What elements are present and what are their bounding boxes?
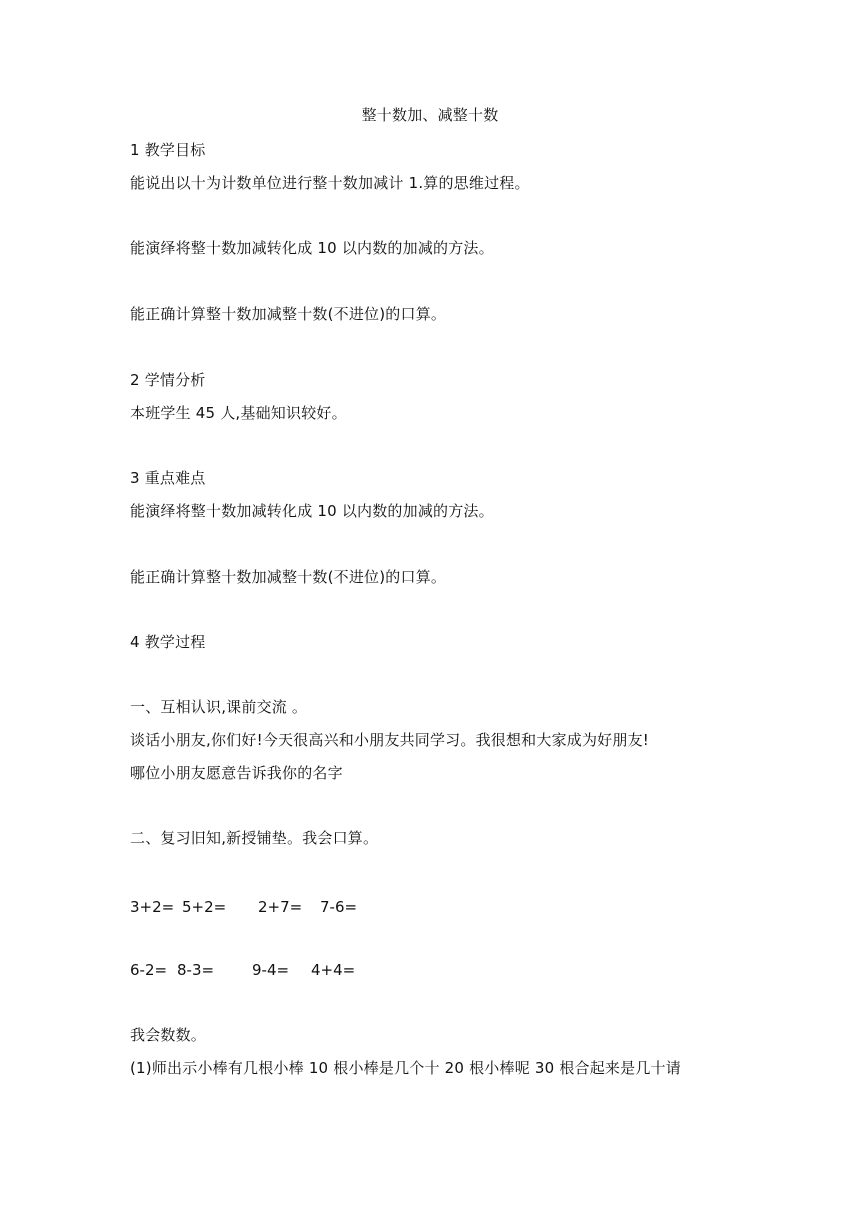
step-text-greeting: 谈话小朋友,你们好!今天很高兴和小朋友共同学习。我很想和大家成为好朋友! bbox=[130, 731, 649, 749]
equation: 9-4= bbox=[252, 961, 290, 979]
goal-text-2: 能演绎将整十数加减转化成 10 以内数的加减的方法。 bbox=[130, 239, 494, 257]
equation: 5+2= bbox=[182, 898, 227, 916]
step-heading-review: 二、复习旧知,新授铺垫。我会口算。 bbox=[130, 829, 379, 847]
section-heading-teaching-process: 4 教学过程 bbox=[130, 633, 206, 651]
document-title: 整十数加、减整十数 bbox=[361, 106, 499, 124]
section-heading-key-points: 3 重点难点 bbox=[130, 469, 206, 487]
counting-heading: 我会数数。 bbox=[130, 1026, 207, 1044]
counting-text: (1)师出示小棒有几根小棒 10 根小棒是几个十 20 根小棒呢 30 根合起来是几十请 bbox=[130, 1059, 681, 1077]
key-point-text-2: 能正确计算整十数加减整十数(不进位)的口算。 bbox=[130, 568, 447, 586]
analysis-text: 本班学生 45 人,基础知识较好。 bbox=[130, 404, 347, 422]
equation: 6-2= bbox=[130, 961, 168, 979]
key-point-text-1: 能演绎将整十数加减转化成 10 以内数的加减的方法。 bbox=[130, 502, 494, 520]
equation: 8-3= bbox=[177, 961, 215, 979]
goal-text-3: 能正确计算整十数加减整十数(不进位)的口算。 bbox=[130, 305, 447, 323]
step-text-name-question: 哪位小朋友愿意告诉我你的名字 bbox=[130, 764, 343, 782]
section-heading-teaching-goals: 1 教学目标 bbox=[130, 141, 206, 159]
equation: 4+4= bbox=[311, 961, 356, 979]
equation: 7-6= bbox=[320, 898, 358, 916]
equation: 2+7= bbox=[258, 898, 303, 916]
equation: 3+2= bbox=[130, 898, 175, 916]
step-heading-introductions: 一、互相认识,课前交流 。 bbox=[130, 698, 308, 716]
goal-text-1: 能说出以十为计数单位进行整十数加减计 1.算的思维过程。 bbox=[130, 174, 530, 192]
section-heading-student-analysis: 2 学情分析 bbox=[130, 371, 206, 389]
